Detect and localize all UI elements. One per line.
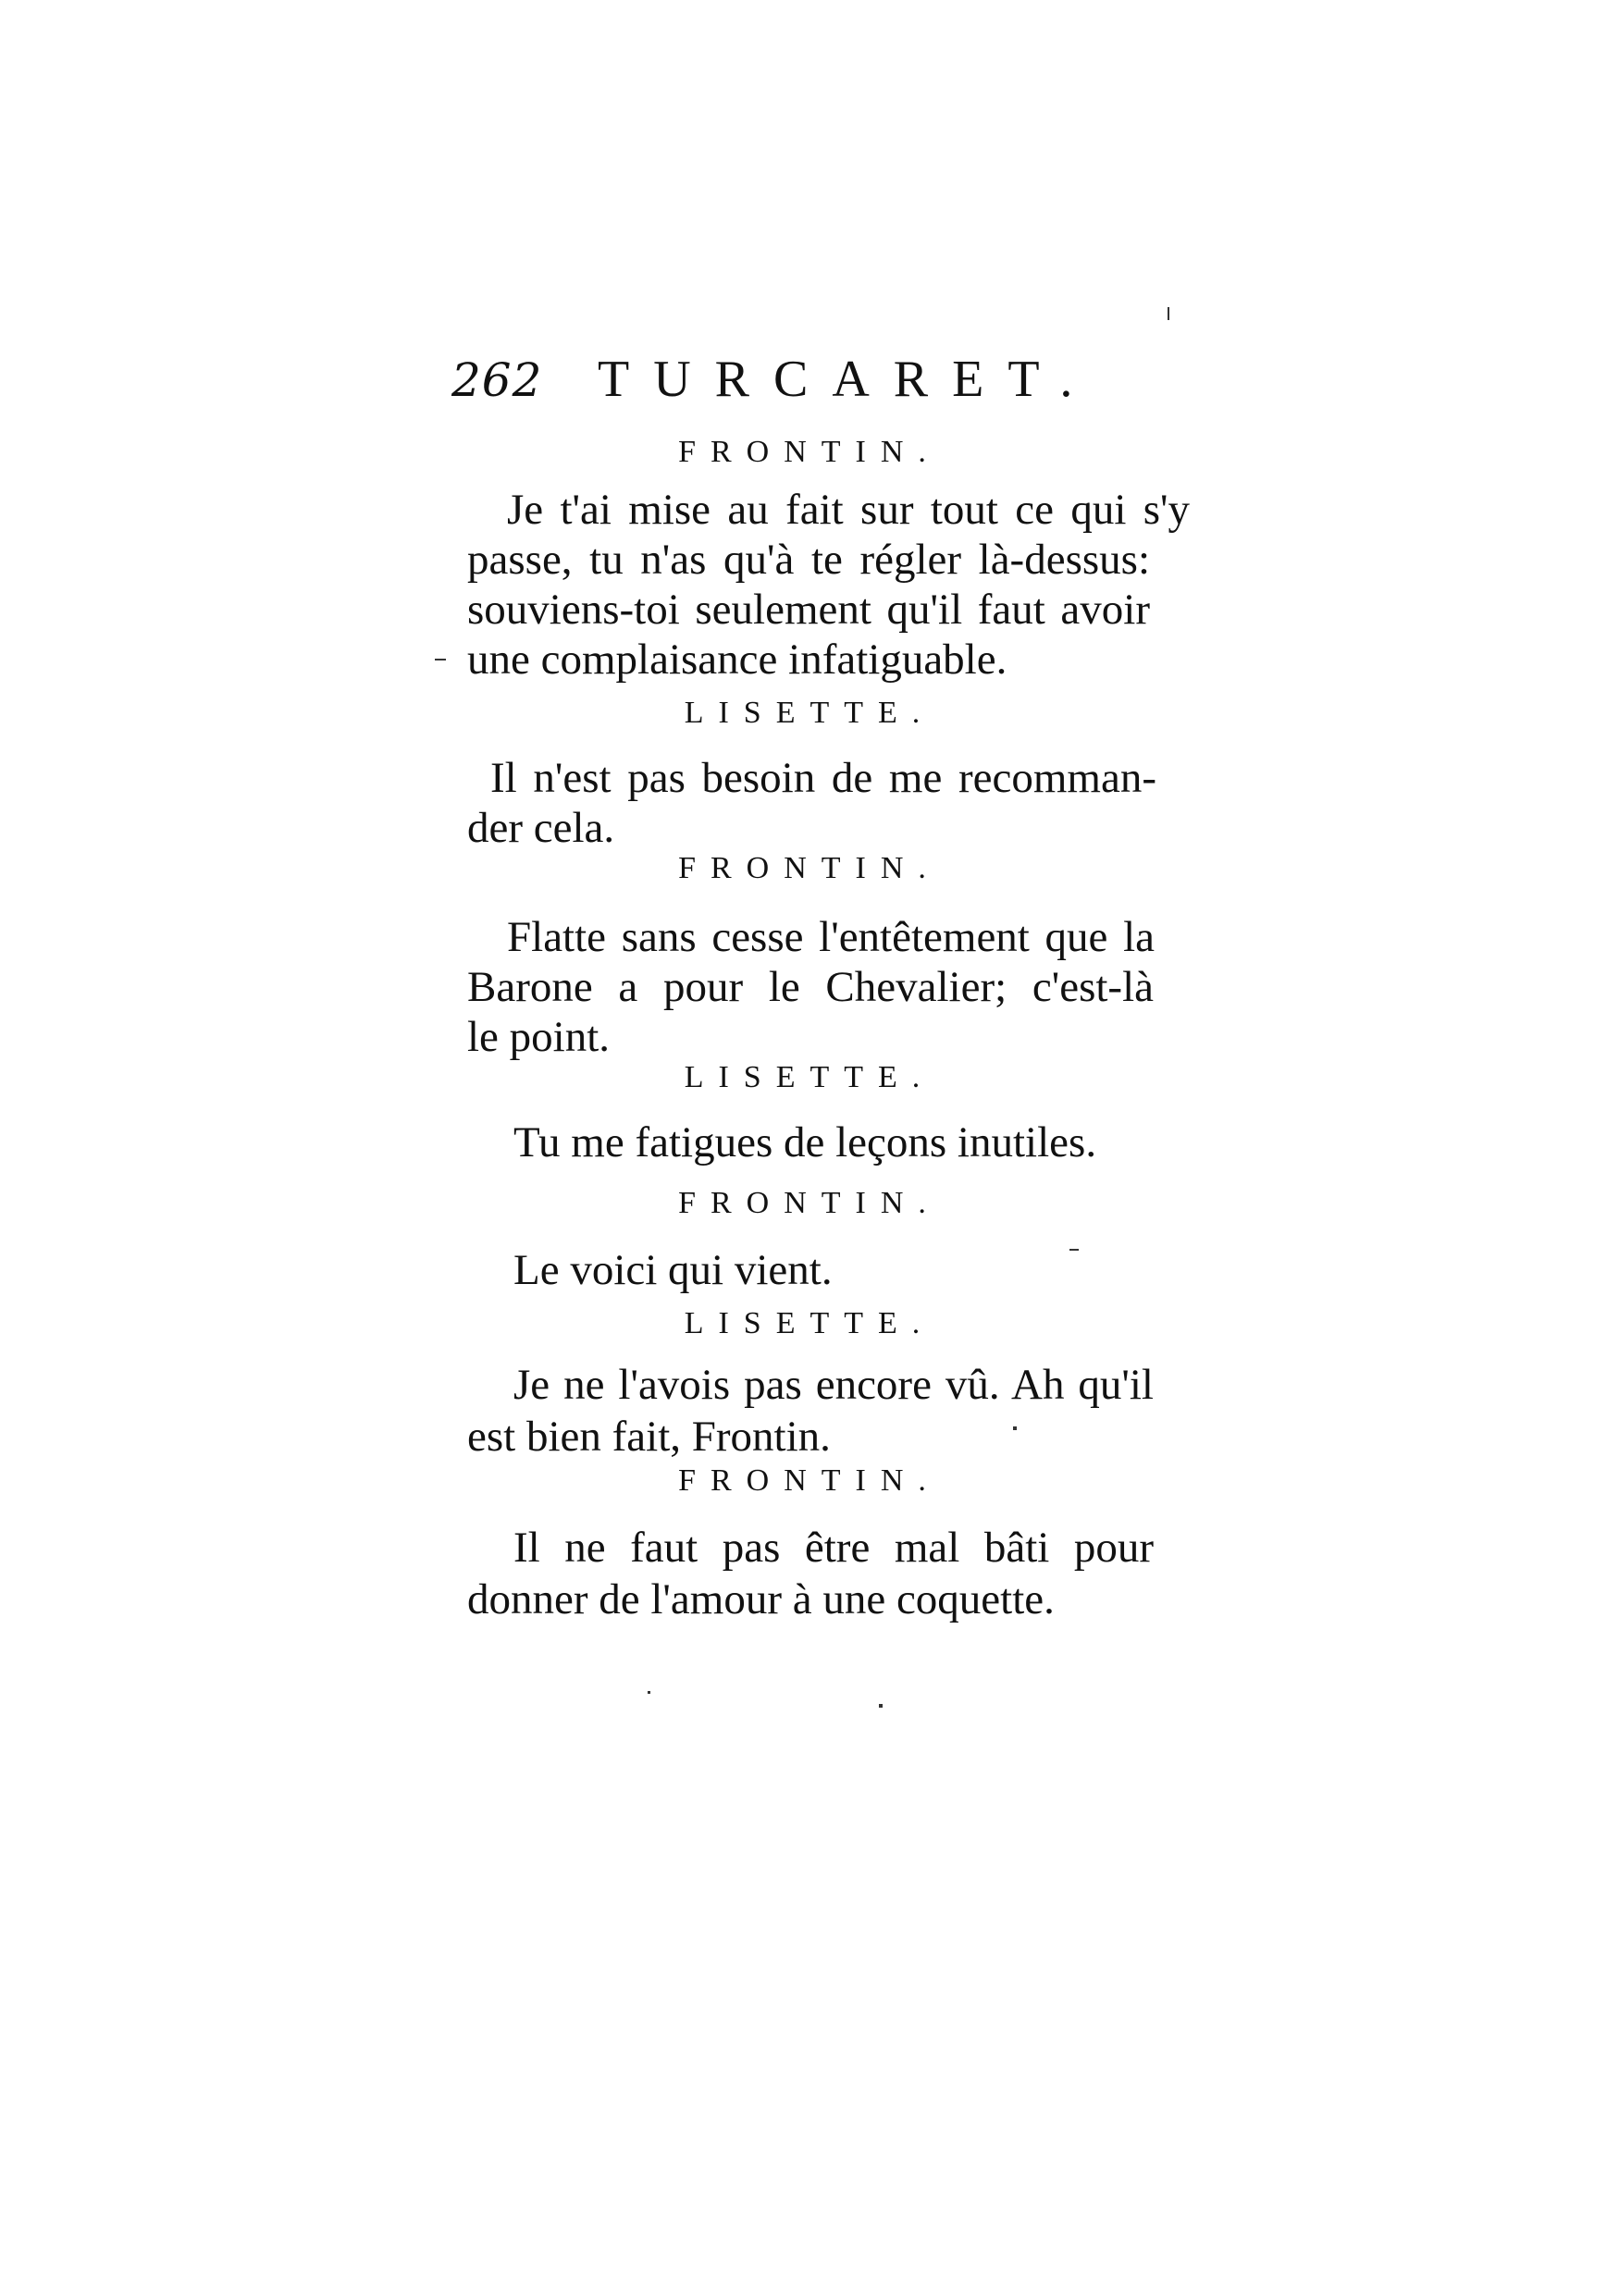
text-line: Le voici qui vient.	[513, 1246, 833, 1294]
text-line: Il n'est pas besoin de me recomman-	[490, 754, 1156, 802]
text-line: passe, tu n'as qu'à te régler là-dessus:	[467, 536, 1150, 584]
text-line: souviens-toi seulement qu'il faut avoir	[467, 586, 1150, 634]
text-line: une complaisance infatiguable.	[467, 636, 1007, 684]
print-speck	[435, 659, 446, 660]
speaker-name: FRONTIN.	[678, 435, 941, 469]
speaker-name: LISETTE.	[684, 1306, 935, 1340]
print-speck	[1069, 1249, 1079, 1251]
page-number: 262	[451, 353, 543, 407]
print-speck	[648, 1691, 650, 1694]
speaker-name: LISETTE.	[684, 1060, 935, 1094]
print-speck	[879, 1704, 883, 1708]
text-line: est bien fait, Frontin.	[467, 1413, 831, 1461]
text-line: Je t'ai mise au fait sur tout ce qui s'y	[507, 486, 1190, 534]
speaker-name: LISETTE.	[684, 696, 935, 730]
text-line: Il ne faut pas être mal bâti pour	[513, 1524, 1154, 1572]
speaker-name: FRONTIN.	[678, 1186, 941, 1220]
text-line: donner de l'amour à une coquette.	[467, 1575, 1055, 1623]
text-line: der cela.	[467, 804, 615, 852]
print-speck	[1013, 1426, 1017, 1430]
text-line: le point.	[467, 1013, 611, 1061]
speaker-name: FRONTIN.	[678, 1463, 941, 1498]
running-head	[451, 353, 1155, 427]
speaker-name: FRONTIN.	[678, 851, 941, 885]
text-line: Tu me fatigues de leçons inutiles.	[513, 1118, 1097, 1167]
print-speck	[1168, 307, 1169, 320]
text-line: Barone a pour le Chevalier; c'est-là	[467, 963, 1154, 1011]
text-line: Flatte sans cesse l'entêtement que la	[507, 913, 1155, 961]
text-line: Je ne l'avois pas encore vû. Ah qu'il	[513, 1361, 1154, 1409]
running-title: TURCARET.	[598, 351, 1097, 408]
